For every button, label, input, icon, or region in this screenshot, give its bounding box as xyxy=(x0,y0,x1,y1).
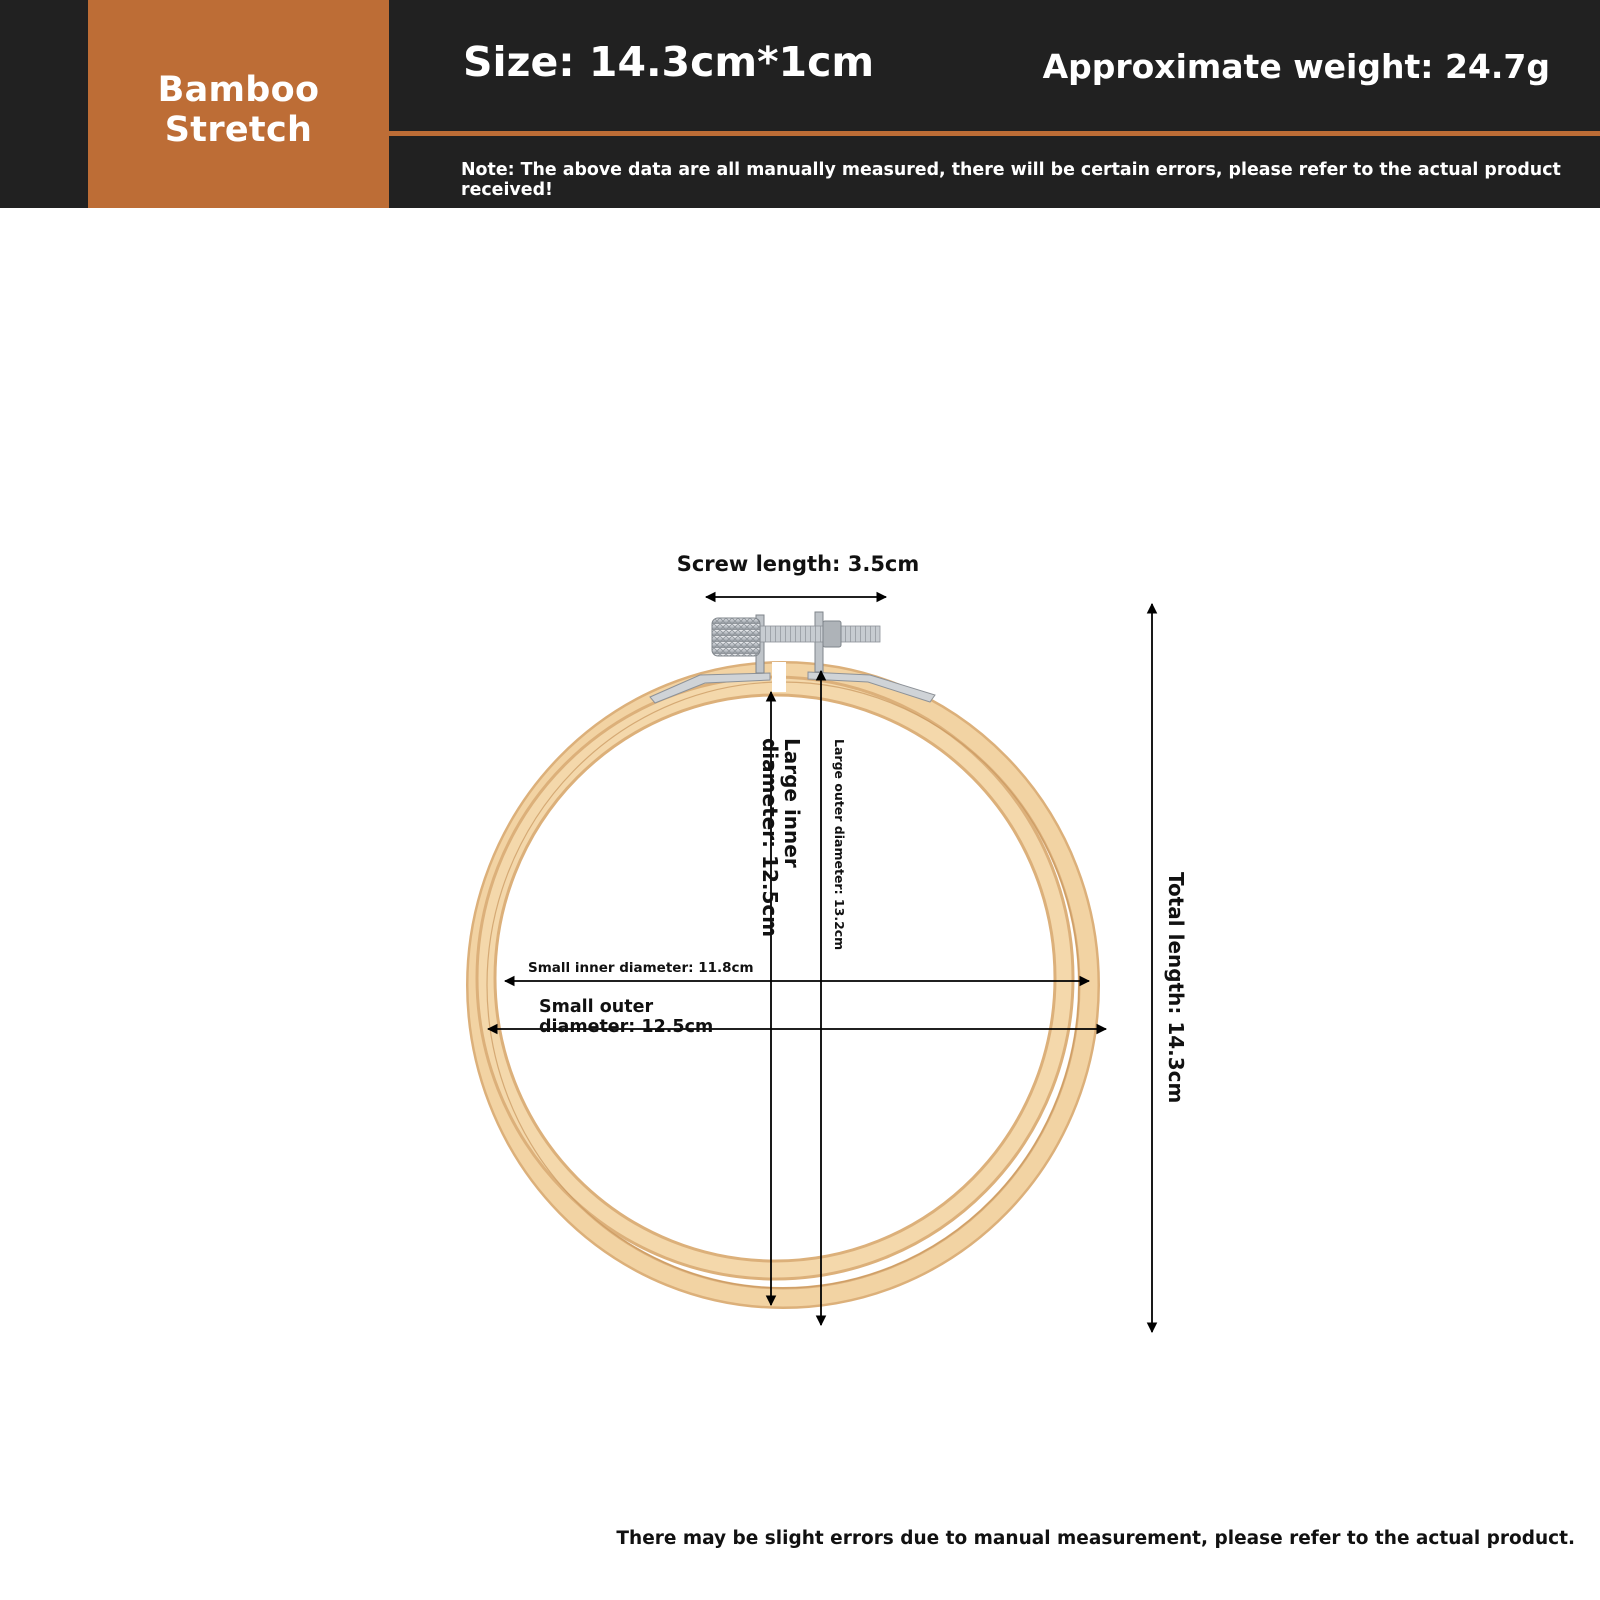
small-outer-diameter-line2: diameter: 12.5cm xyxy=(539,1017,714,1037)
weight-spec: Approximate weight: 24.7g xyxy=(1042,47,1550,86)
size-spec: Size: 14.3cm*1cm xyxy=(463,38,875,86)
large-inner-diameter-line2: diameter: 12.5cm xyxy=(758,738,782,938)
large-outer-diameter-label-group xyxy=(832,739,847,950)
screw-length-label: Screw length: 3.5cm xyxy=(676,552,920,576)
large-outer-diameter-label: Large outer diameter: 13.2cm xyxy=(832,739,847,951)
large-inner-diameter-label xyxy=(758,738,804,937)
total-length-label: Total length: 14.3cm xyxy=(1164,872,1188,1104)
large-inner-diameter-line1: Large inner xyxy=(780,738,804,868)
small-inner-diameter-label: Small inner diameter: 11.8cm xyxy=(528,960,754,976)
total-length-label-group xyxy=(1164,872,1188,1103)
brand-title: Bamboo Stretch xyxy=(157,70,320,150)
small-outer-diameter-line1: Small outer xyxy=(539,997,654,1017)
footer-disclaimer: There may be slight errors due to manual measurement, please refer to the actual product. xyxy=(616,1528,1575,1549)
measurement-note: Note: The above data are all manually measured, there will be certain errors, please refer to the actual product received! xyxy=(461,160,1561,200)
